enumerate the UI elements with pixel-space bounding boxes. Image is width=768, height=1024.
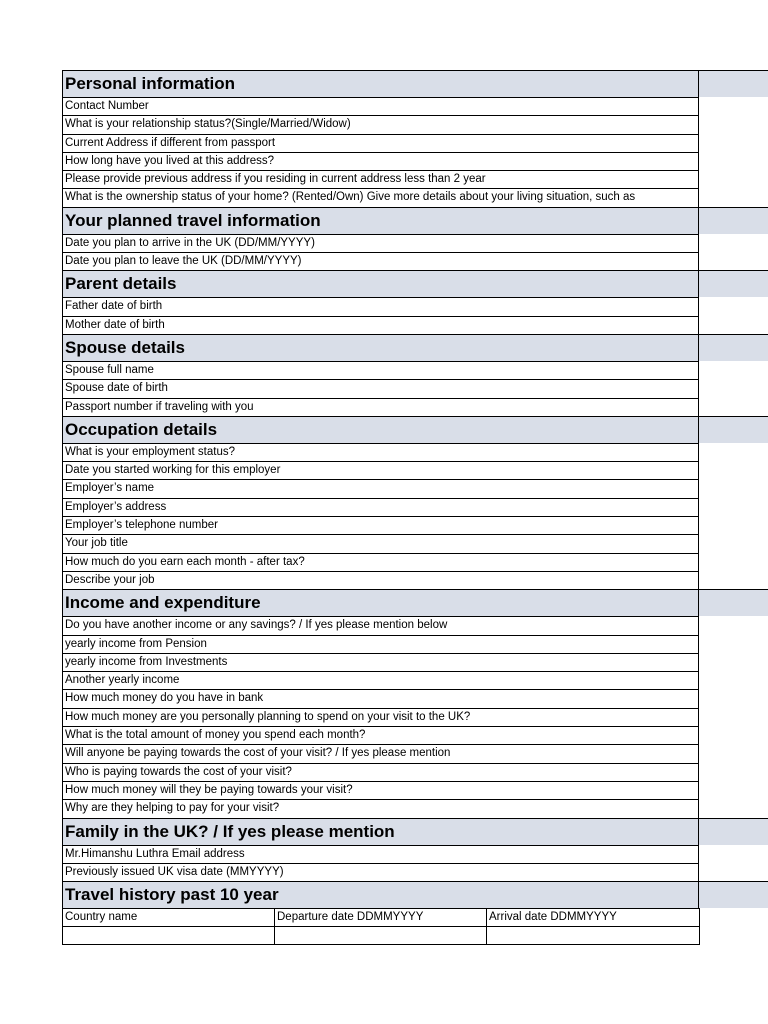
form-row-label: Date you plan to leave the UK (DD/MM/YYYY) <box>62 252 699 270</box>
form-row-label: What is the total amount of money you spend each month? <box>62 726 699 744</box>
section-header-parent-details <box>62 270 768 297</box>
table-cell[interactable] <box>487 926 700 944</box>
form-row-label: Father date of birth <box>62 297 699 315</box>
form-row-label: yearly income from Pension <box>62 635 699 653</box>
section-title: Your planned travel information <box>62 208 699 234</box>
form-row-label: How much do you earn each month - after tax? <box>62 553 699 571</box>
form-row-label: Another yearly income <box>62 671 699 689</box>
section-title: Parent details <box>62 271 699 297</box>
section-title: Spouse details <box>62 335 699 361</box>
form-row-label: Employer’s name <box>62 479 699 497</box>
form-row-label: What is your employment status? <box>62 443 699 461</box>
form-row-label: How much money are you personally planning to spend on your visit to the UK? <box>62 708 699 726</box>
form-row-label: Contact Number <box>62 97 699 115</box>
form-row-label: Date you plan to arrive in the UK (DD/MM/YYYY) <box>62 234 699 252</box>
table-header-country-name: Country name <box>63 908 275 926</box>
form-row-label: yearly income from Investments <box>62 653 699 671</box>
form-row-label: Spouse date of birth <box>62 379 699 397</box>
form-row-label: What is your relationship status?(Single/Married/Widow) <box>62 115 699 133</box>
section-header-personal-information <box>62 70 768 97</box>
questionnaire-sheet <box>62 70 768 945</box>
form-row-label: How much money do you have in bank <box>62 689 699 707</box>
form-row-label: Employer’s telephone number <box>62 516 699 534</box>
table-cell[interactable] <box>275 926 487 944</box>
form-row-label: Please provide previous address if you residing in current address less than 2 year <box>62 170 699 188</box>
form-row-label: Mother date of birth <box>62 316 699 334</box>
form-row-label: Passport number if traveling with you <box>62 398 699 416</box>
form-row-label: Date you started working for this employer <box>62 461 699 479</box>
section-header-travel-history-past-10-year <box>62 881 768 908</box>
table-header-arrival-date-ddmmyyyy: Arrival date DDMMYYYY <box>487 908 700 926</box>
form-row-label: Will anyone be paying towards the cost of your visit? / If yes please mention <box>62 744 699 762</box>
section-title: Income and expenditure <box>62 590 699 616</box>
form-row-label: How much money will they be paying towards your visit? <box>62 781 699 799</box>
form-row-label: Mr.Himanshu Luthra Email address <box>62 845 699 863</box>
form-row-label: Spouse full name <box>62 361 699 379</box>
form-row-label: Why are they helping to pay for your visit? <box>62 799 699 817</box>
section-header-family-in-the-uk-if-yes-please-mention <box>62 818 768 845</box>
section-title: Occupation details <box>62 417 699 443</box>
form-row-label: Describe your job <box>62 571 699 589</box>
section-header-occupation-details <box>62 416 768 443</box>
section-title: Family in the UK? / If yes please mention <box>62 819 699 845</box>
section-header-your-planned-travel-information <box>62 207 768 234</box>
section-title: Travel history past 10 year <box>62 882 699 908</box>
section-title: Personal information <box>62 71 699 97</box>
table-cell[interactable] <box>63 926 275 944</box>
travel-history-table <box>62 908 699 945</box>
form-row-label: Do you have another income or any savings? / If yes please mention below <box>62 616 699 634</box>
section-header-income-and-expenditure <box>62 589 768 616</box>
form-row-label: Who is paying towards the cost of your visit? <box>62 763 699 781</box>
table-header-departure-date-ddmmyyyy: Departure date DDMMYYYY <box>275 908 487 926</box>
section-header-spouse-details <box>62 334 768 361</box>
form-row-label: How long have you lived at this address? <box>62 152 699 170</box>
form-row-label: Your job title <box>62 534 699 552</box>
form-row-label: What is the ownership status of your home? (Rented/Own) Give more details about your living situation, such as <box>62 188 699 206</box>
form-row-label: Employer’s address <box>62 498 699 516</box>
form-row-label: Previously issued UK visa date (MMYYYY) <box>62 863 699 881</box>
form-row-label: Current Address if different from passport <box>62 134 699 152</box>
